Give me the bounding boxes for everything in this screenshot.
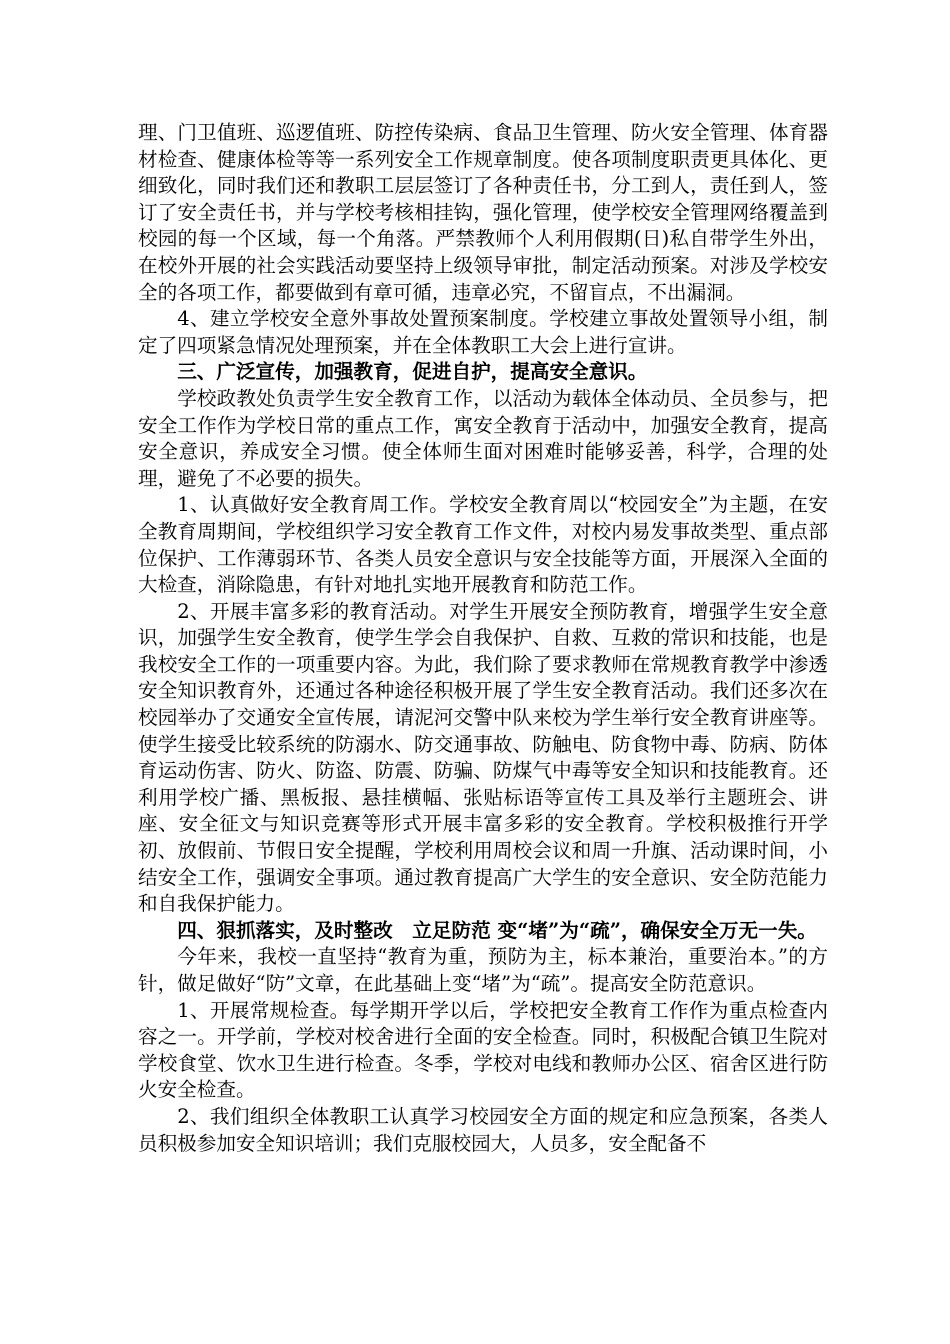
- paragraph-section-3-item-2: 2、开展丰富多彩的教育活动。对学生开展安全预防教育，增强学生安全意识，加强学生安全教育，使学生学会自我保护、自救、互救的常识和技能，也是我校安全工作的一项重要内容。为此，我们除了要求教师在常规教育教学中渗透安全知识教育外，还通过各种途径积极开展了学生安全教育活动。我们还多次在校园举办了交通安全宣传展，请泥河交警中队来校为学生举行安全教育讲座等。使学生接受比较系统的防溺水、防交通事故、防触电、防食物中毒、防病、防体育运动伤害、防火、防盗、防震、防骗、防煤气中毒等安全知识和技能教育。还利用学校广播、黑板报、悬挂横幅、张贴标语等宣传工具及举行主题班会、讲座、安全征文与知识竞赛等形式开展丰富多彩的安全教育。学校积极推行开学初、放假前、节假日安全提醒，学校利用周校会议和周一升旗、活动课时间，小结安全工作，强调安全事项。通过教育提高广大学生的安全意识、安全防范能力和自我保护能力。: [138, 599, 828, 916]
- paragraph-section-4-item-2: 2、我们组织全体教职工认真学习校园安全方面的规定和应急预案，各类人员积极参加安全知识培训；我们克服校园大，人员多，安全配备不: [138, 1104, 828, 1155]
- section-heading-4: 四、狠抓落实，及时整改 立足防范 变“堵”为“疏”，确保安全万无一失。: [177, 918, 817, 942]
- paragraph-section-4-intro: 今年来，我校一直坚持“教育为重，预防为主，标本兼治，重要治本。”的方针，做足做好“防”文章，在此基础上变“堵”为“疏”。提高安全防范意识。: [138, 945, 828, 995]
- paragraph-item-4: 4、建立学校安全意外事故处置预案制度。学校建立事故处置领导小组，制定了四项紧急情况处理预案，并在全体教职工大会上进行宣讲。: [138, 307, 828, 357]
- paragraph-section-4-item-1: 1、开展常规检查。每学期开学以后，学校把安全教育工作作为重点检查内容之一。开学前，学校对校舍进行全面的安全检查。同时，积极配合镇卫生院对学校食堂、饮水卫生进行检查。冬季，学校对电线和教师办公区、宿舍区进行防火安全检查。: [138, 998, 828, 1102]
- paragraph-section-3-item-1: 1、认真做好安全教育周工作。学校安全教育周以“校园安全”为主题，在安全教育周期间，学校组织学习安全教育工作文件，对校内易发事故类型、重点部位保护、工作薄弱环节、各类人员安全意识与安全技能等方面，开展深入全面的大检查，消除隐患，有针对地扎实地开展教育和防范工作。: [138, 493, 828, 597]
- document-body: [138, 120, 828, 1157]
- paragraph-intro-continued: 理、门卫值班、巡逻值班、防控传染病、食品卫生管理、防火安全管理、体育器材检查、健康体检等等一系列安全工作规章制度。使各项制度职责更具体化、更细致化，同时我们还和教职工层层签订了各种责任书，分工到人，责任到人，签订了安全责任书，并与学校考核相挂钩，强化管理，使学校安全管理网络覆盖到校园的每一个区域，每一个角落。严禁教师个人利用假期(日)私自带学生外出，在校外开展的社会实践活动要坚持上级领导审批，制定活动预案。对涉及学校安全的各项工作，都要做到有章可循，违章必究，不留盲点，不出漏洞。: [138, 121, 828, 304]
- paragraph-section-3-intro: 学校政教处负责学生安全教育工作，以活动为载体全体动员、全员参与，把安全工作作为学校日常的重点工作，寓安全教育于活动中，加强安全教育，提高安全意识，养成安全习惯。使全体师生面对困难时能够妥善，科学，合理的处理，避免了不必要的损失。: [138, 386, 828, 490]
- section-heading-3: 三、广泛宣传，加强教育，促进自护，提高安全意识。: [177, 360, 648, 384]
